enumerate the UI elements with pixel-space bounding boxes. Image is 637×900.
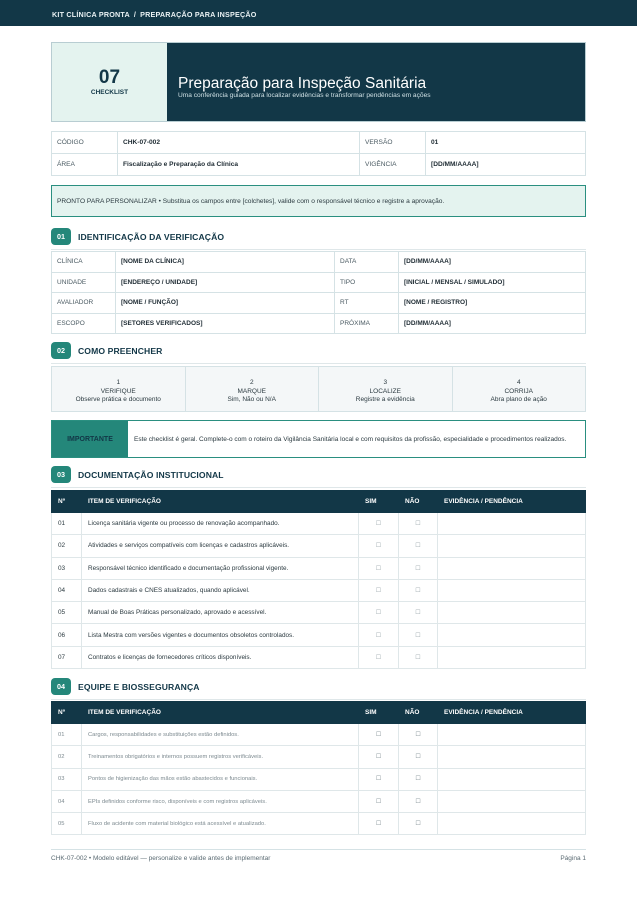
item-number: 03 (52, 557, 82, 579)
item-number: 01 (52, 513, 82, 535)
meta-key: VIGÊNCIA (360, 154, 426, 176)
meta-row (52, 154, 586, 176)
item-text: Fluxo de acidente com material biológico está acessível e atualizado. (82, 813, 359, 835)
identification-table (51, 251, 586, 334)
table-row (52, 813, 586, 835)
item-number: 05 (52, 813, 82, 835)
column-header-item: ITEM DE VERIFICAÇÃO (82, 702, 359, 724)
column-header-number: Nº (52, 702, 82, 724)
evidence-field[interactable] (438, 768, 586, 790)
column-header-evidence: EVIDÊNCIA / PENDÊNCIA (438, 702, 586, 724)
no-checkbox[interactable]: ☐ (399, 513, 438, 535)
customization-notice: PRONTO PARA PERSONALIZAR • Substitua os campos entre [colchetes], valide com o responsável técnico e registre a aprovação. (51, 185, 586, 217)
breadcrumb (0, 0, 637, 26)
section-number: 02 (51, 342, 71, 359)
item-text: Manual de Boas Práticas personalizado, aprovado e acessível. (82, 602, 359, 624)
column-header-no: NÃO (399, 702, 438, 724)
yes-checkbox[interactable]: ☐ (359, 513, 399, 535)
table-row (52, 790, 586, 812)
footer-document-info: CHK-07-002 • Modelo editável — personalize e valide antes de implementar (51, 855, 271, 862)
field-label: PRÓXIMA (335, 313, 399, 334)
evidence-field[interactable] (438, 624, 586, 646)
yes-checkbox[interactable]: ☐ (359, 646, 399, 668)
yes-checkbox[interactable]: ☐ (359, 768, 399, 790)
yes-checkbox[interactable]: ☐ (359, 557, 399, 579)
no-checkbox[interactable]: ☐ (399, 535, 438, 557)
no-checkbox[interactable]: ☐ (399, 790, 438, 812)
meta-key: ÁREA (52, 154, 118, 176)
field-label: AVALIADOR (52, 293, 116, 314)
evidence-field[interactable] (438, 646, 586, 668)
field-label: UNIDADE (52, 272, 116, 293)
yes-checkbox[interactable]: ☐ (359, 535, 399, 557)
page-footer (51, 849, 586, 862)
field-label: CLÍNICA (52, 252, 116, 273)
no-checkbox[interactable]: ☐ (399, 602, 438, 624)
document-header (51, 42, 586, 122)
evidence-field[interactable] (438, 535, 586, 557)
field-value[interactable]: [NOME / REGISTRO] (399, 293, 586, 314)
step-title: CORRIJA (504, 387, 534, 395)
item-text: EPIs definidos conforme risco, disponíveis e com registros aplicáveis. (82, 790, 359, 812)
step-title: LOCALIZE (369, 387, 401, 395)
item-text: Licença sanitária vigente ou processo de renovação acompanhado. (82, 513, 359, 535)
section-header-how-to-fill (51, 342, 586, 364)
no-checkbox[interactable]: ☐ (399, 557, 438, 579)
section-number: 03 (51, 466, 71, 483)
meta-row (52, 132, 586, 154)
item-number: 01 (52, 724, 82, 746)
item-text: Pontos de higienização das mãos estão abastecidos e funcionais. (82, 768, 359, 790)
field-value[interactable]: [DD/MM/AAAA] (399, 313, 586, 334)
meta-value[interactable]: CHK-07-002 (118, 132, 360, 154)
checklist-badge (52, 43, 167, 121)
important-tag: IMPORTANTE (52, 421, 128, 457)
identification-row (52, 272, 586, 293)
page-number: Página 1 (560, 855, 586, 862)
breadcrumb-current: PREPARAÇÃO PARA INSPEÇÃO (140, 10, 257, 19)
important-text: Este checklist é geral. Complete-o com o roteiro da Vigilância Sanitária local e com requisitos da profissão, especialidade e procedimentos realizados. (134, 436, 567, 443)
document-meta-table (51, 131, 586, 176)
column-header-yes: SIM (359, 702, 399, 724)
no-checkbox[interactable]: ☐ (399, 624, 438, 646)
item-number: 03 (52, 768, 82, 790)
table-row (52, 579, 586, 601)
column-header-number: Nº (52, 491, 82, 513)
section-header-team-biosafety (51, 678, 586, 700)
section-title: IDENTIFICAÇÃO DA VERIFICAÇÃO (78, 232, 225, 242)
evidence-field[interactable] (438, 513, 586, 535)
evidence-field[interactable] (438, 746, 586, 768)
item-text: Treinamentos obrigatórios e internos possuem registros verificáveis. (82, 746, 359, 768)
checklist-number: 07 (98, 67, 121, 88)
table-row (52, 768, 586, 790)
field-value[interactable]: [DD/MM/AAAA] (399, 252, 586, 273)
column-header-item: ITEM DE VERIFICAÇÃO (82, 491, 359, 513)
evidence-field[interactable] (438, 557, 586, 579)
step-description: Registre a evidência (355, 396, 415, 403)
column-header-yes: SIM (359, 491, 399, 513)
step-title: MARQUE (237, 387, 267, 395)
yes-checkbox[interactable]: ☐ (359, 624, 399, 646)
item-number: 06 (52, 624, 82, 646)
column-header-evidence: EVIDÊNCIA / PENDÊNCIA (438, 491, 586, 513)
breadcrumb-kit[interactable]: KIT CLÍNICA PRONTA (52, 10, 130, 19)
no-checkbox[interactable]: ☐ (399, 724, 438, 746)
meta-value[interactable]: Fiscalização e Preparação da Clínica (118, 154, 360, 176)
field-label: ESCOPO (52, 313, 116, 334)
table-row (52, 724, 586, 746)
item-text: Responsável técnico identificado e documentação profissional vigente. (82, 557, 359, 579)
field-value[interactable]: [INICIAL / MENSAL / SIMULADO] (399, 272, 586, 293)
page-title: Preparação para Inspeção Sanitária (178, 75, 427, 92)
table-row (52, 646, 586, 668)
item-text: Atividades e serviços compatíveis com licenças e cadastros aplicáveis. (82, 535, 359, 557)
step-title: VERIFIQUE (100, 387, 136, 395)
field-label: DATA (335, 252, 399, 273)
section-number: 01 (51, 228, 71, 245)
team-biosafety-checklist-table (51, 701, 586, 835)
yes-checkbox[interactable]: ☐ (359, 724, 399, 746)
yes-checkbox[interactable]: ☐ (359, 790, 399, 812)
step-description: Observe prática e documento (75, 396, 161, 403)
step-locate (319, 367, 453, 411)
table-header-row (52, 491, 586, 513)
title-block (167, 43, 585, 121)
table-row (52, 602, 586, 624)
section-header-documentation (51, 466, 586, 488)
field-label: TIPO (335, 272, 399, 293)
no-checkbox[interactable]: ☐ (399, 646, 438, 668)
yes-checkbox[interactable]: ☐ (359, 746, 399, 768)
meta-key: VERSÃO (360, 132, 426, 154)
field-value[interactable]: [NOME / FUNÇÃO] (116, 293, 335, 314)
yes-checkbox[interactable]: ☐ (359, 602, 399, 624)
item-number: 02 (52, 746, 82, 768)
no-checkbox[interactable]: ☐ (399, 579, 438, 601)
table-row (52, 557, 586, 579)
no-checkbox[interactable]: ☐ (399, 746, 438, 768)
page-subtitle: Uma conferência guiada para localizar evidências e transformar pendências em ações (178, 92, 431, 99)
breadcrumb-separator: / (133, 10, 137, 19)
section-title: DOCUMENTAÇÃO INSTITUCIONAL (78, 470, 224, 480)
item-text: Lista Mestra com versões vigentes e documentos obsoletos controlados. (82, 624, 359, 646)
checklist-label: CHECKLIST (90, 89, 129, 96)
evidence-field[interactable] (438, 602, 586, 624)
table-row (52, 535, 586, 557)
identification-row (52, 313, 586, 334)
meta-value[interactable]: [DD/MM/AAAA] (426, 154, 586, 176)
column-header-no: NÃO (399, 491, 438, 513)
item-number: 04 (52, 579, 82, 601)
meta-value[interactable]: 01 (426, 132, 586, 154)
identification-row (52, 252, 586, 273)
field-value[interactable]: [ENDEREÇO / UNIDADE] (116, 272, 335, 293)
identification-row (52, 293, 586, 314)
step-correct (453, 367, 586, 411)
section-number: 04 (51, 678, 71, 695)
yes-checkbox[interactable]: ☐ (359, 813, 399, 835)
important-callout (51, 420, 586, 458)
field-value[interactable]: [SETORES VERIFICADOS] (116, 313, 335, 334)
section-title: EQUIPE E BIOSSEGURANÇA (78, 682, 200, 692)
table-row (52, 746, 586, 768)
evidence-field[interactable] (438, 724, 586, 746)
step-verify (52, 367, 186, 411)
evidence-field[interactable] (438, 790, 586, 812)
table-header-row (52, 702, 586, 724)
evidence-field[interactable] (438, 813, 586, 835)
instruction-steps (51, 366, 586, 412)
item-text: Cargos, responsabilidades e substituições estão definidos. (82, 724, 359, 746)
item-number: 02 (52, 535, 82, 557)
section-header-identification (51, 228, 586, 250)
item-number: 07 (52, 646, 82, 668)
item-number: 05 (52, 602, 82, 624)
step-description: Sim, Não ou N/A (227, 396, 276, 403)
step-number: 3 (383, 379, 388, 386)
item-text: Contratos e licenças de fornecedores críticos disponíveis. (82, 646, 359, 668)
step-description: Abra plano de ação (490, 396, 547, 403)
no-checkbox[interactable]: ☐ (399, 768, 438, 790)
meta-key: CÓDIGO (52, 132, 118, 154)
field-label: RT (335, 293, 399, 314)
step-number: 4 (516, 379, 521, 386)
step-mark (186, 367, 320, 411)
section-title: COMO PREENCHER (78, 346, 163, 356)
evidence-field[interactable] (438, 579, 586, 601)
documentation-checklist-table (51, 490, 586, 669)
yes-checkbox[interactable]: ☐ (359, 579, 399, 601)
step-number: 1 (116, 379, 121, 386)
item-number: 04 (52, 790, 82, 812)
item-text: Dados cadastrais e CNES atualizados, quando aplicável. (82, 579, 359, 601)
field-value[interactable]: [NOME DA CLÍNICA] (116, 252, 335, 273)
table-row (52, 513, 586, 535)
no-checkbox[interactable]: ☐ (399, 813, 438, 835)
step-number: 2 (249, 379, 254, 386)
table-row (52, 624, 586, 646)
